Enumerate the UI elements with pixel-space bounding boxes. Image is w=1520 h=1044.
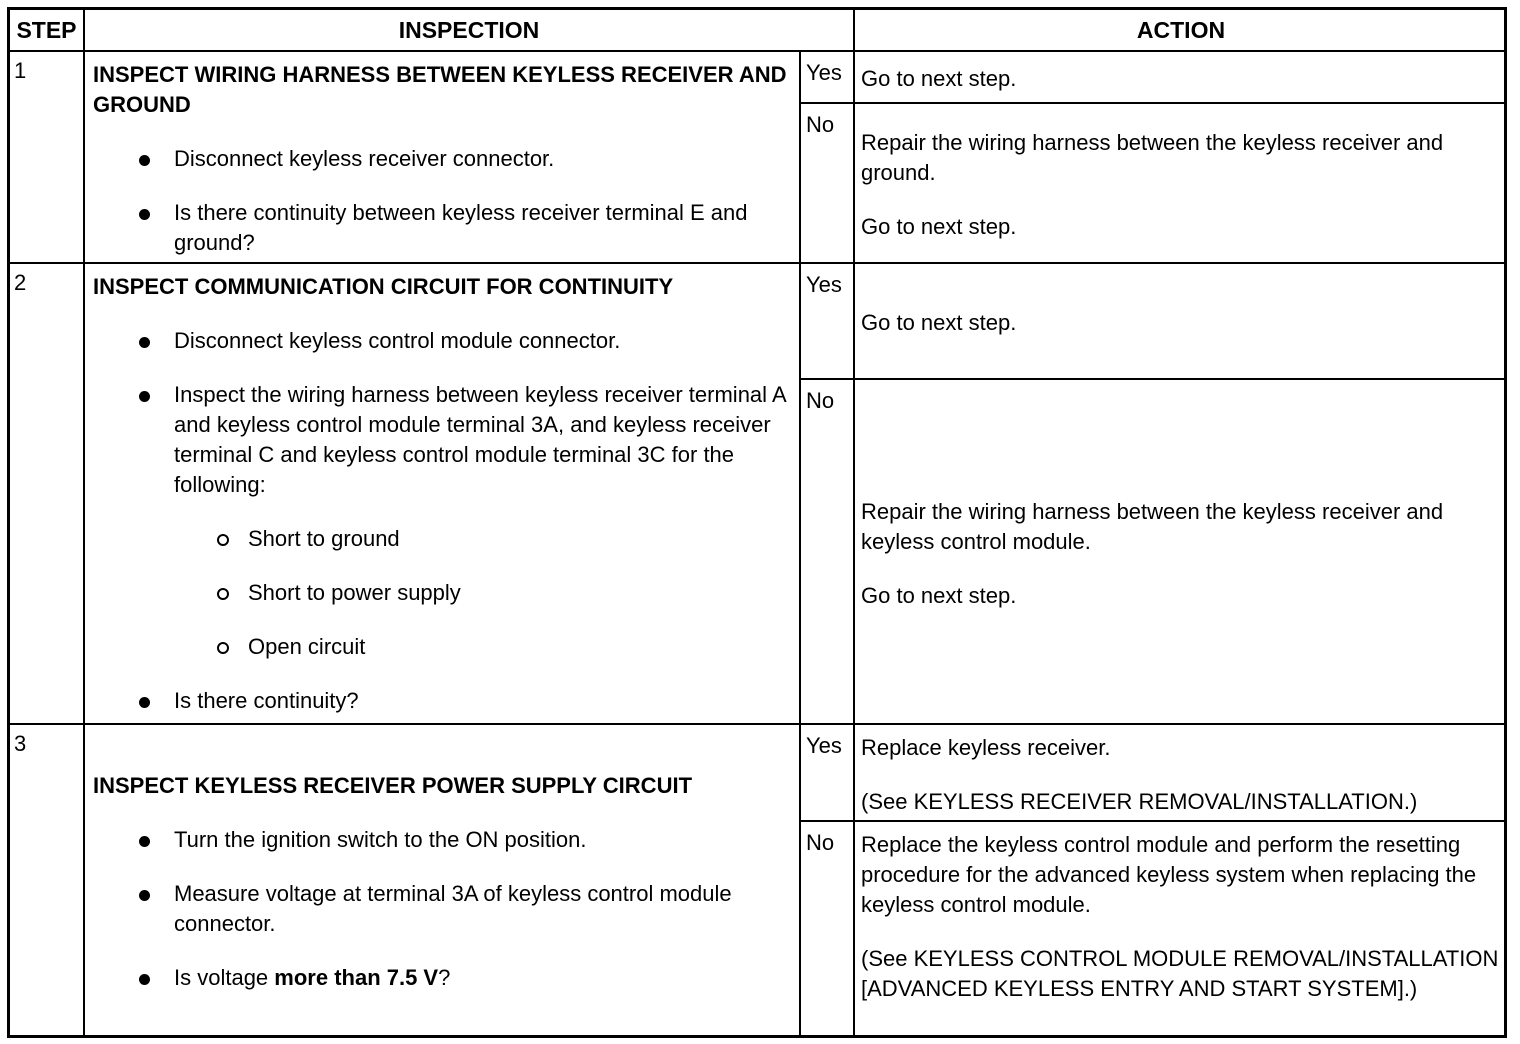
bullet-item: Measure voltage at terminal 3A of keyless control module connector. <box>93 879 787 939</box>
header-step: STEP <box>16 16 77 43</box>
sub-bullet-item: Short to ground <box>174 524 787 554</box>
header-action: ACTION <box>853 10 1507 50</box>
bold-value: more than 7.5 V <box>274 965 439 990</box>
bullet-item: Turn the ignition switch to the ON position. <box>93 825 787 855</box>
bullet-item <box>93 380 787 662</box>
inspection-cell <box>83 50 799 262</box>
bullet-item: Is there continuity? <box>93 686 787 716</box>
inspection-cell <box>83 723 799 1038</box>
no-label: No <box>799 820 853 1038</box>
action-text: Go to next step. <box>861 66 1017 91</box>
inspection-title: INSPECT WIRING HARNESS BETWEEN KEYLESS RECEIVER AND GROUND <box>93 62 787 117</box>
no-action <box>853 820 1507 1038</box>
bullet-item: Is there continuity between keyless receiver terminal E and ground? <box>93 198 787 258</box>
bullet-text: Is voltage <box>174 965 275 990</box>
action-text: Repair the wiring harness between the keyless receiver and ground. <box>861 130 1444 185</box>
yes-label: Yes <box>799 262 853 378</box>
inspection-table <box>7 7 1507 1038</box>
sub-bullet-item: Open circuit <box>174 632 787 662</box>
no-action <box>853 378 1507 723</box>
bullet-text: Inspect the wiring harness between keyless receiver terminal A and keyless control module terminal 3A, and keyless receiver terminal C and keyless control module terminal 3C for the following: <box>174 382 786 497</box>
inspection-title: INSPECT KEYLESS RECEIVER POWER SUPPLY CIRCUIT <box>93 773 693 798</box>
action-text: Go to next step. <box>861 214 1017 239</box>
bullet-item <box>93 963 787 993</box>
inspection-title: INSPECT COMMUNICATION CIRCUIT FOR CONTINUITY <box>93 274 674 299</box>
yes-action <box>853 50 1507 102</box>
no-label: No <box>799 378 853 723</box>
action-text: Replace keyless receiver. <box>861 735 1111 760</box>
yes-action <box>853 723 1507 820</box>
no-action <box>853 102 1507 262</box>
step-number: 3 <box>10 723 83 1038</box>
header-inspection: INSPECTION <box>83 10 853 50</box>
bullet-item: Disconnect keyless control module connector. <box>93 326 787 356</box>
action-text: Go to next step. <box>861 310 1017 335</box>
step-number: 2 <box>10 262 83 723</box>
inspection-cell <box>83 262 799 723</box>
action-text: Go to next step. <box>861 583 1017 608</box>
action-text: Replace the keyless control module and perform the resetting procedure for the advanced keyless system when replacing the keyless control module. <box>861 832 1477 917</box>
action-text: (See KEYLESS RECEIVER REMOVAL/INSTALLATION.) <box>861 789 1418 814</box>
action-text: (See KEYLESS CONTROL MODULE REMOVAL/INSTALLATION [ADVANCED KEYLESS ENTRY AND START SYSTEM].) <box>861 946 1499 1001</box>
yes-action <box>853 262 1507 378</box>
yes-label: Yes <box>799 723 853 820</box>
step-number: 1 <box>10 50 83 262</box>
bullet-text: ? <box>438 965 451 990</box>
sub-bullet-item: Short to power supply <box>174 578 787 608</box>
bullet-item: Disconnect keyless receiver connector. <box>93 144 787 174</box>
yes-label: Yes <box>799 50 853 102</box>
action-text: Repair the wiring harness between the keyless receiver and keyless control module. <box>861 499 1444 554</box>
no-label: No <box>799 102 853 262</box>
